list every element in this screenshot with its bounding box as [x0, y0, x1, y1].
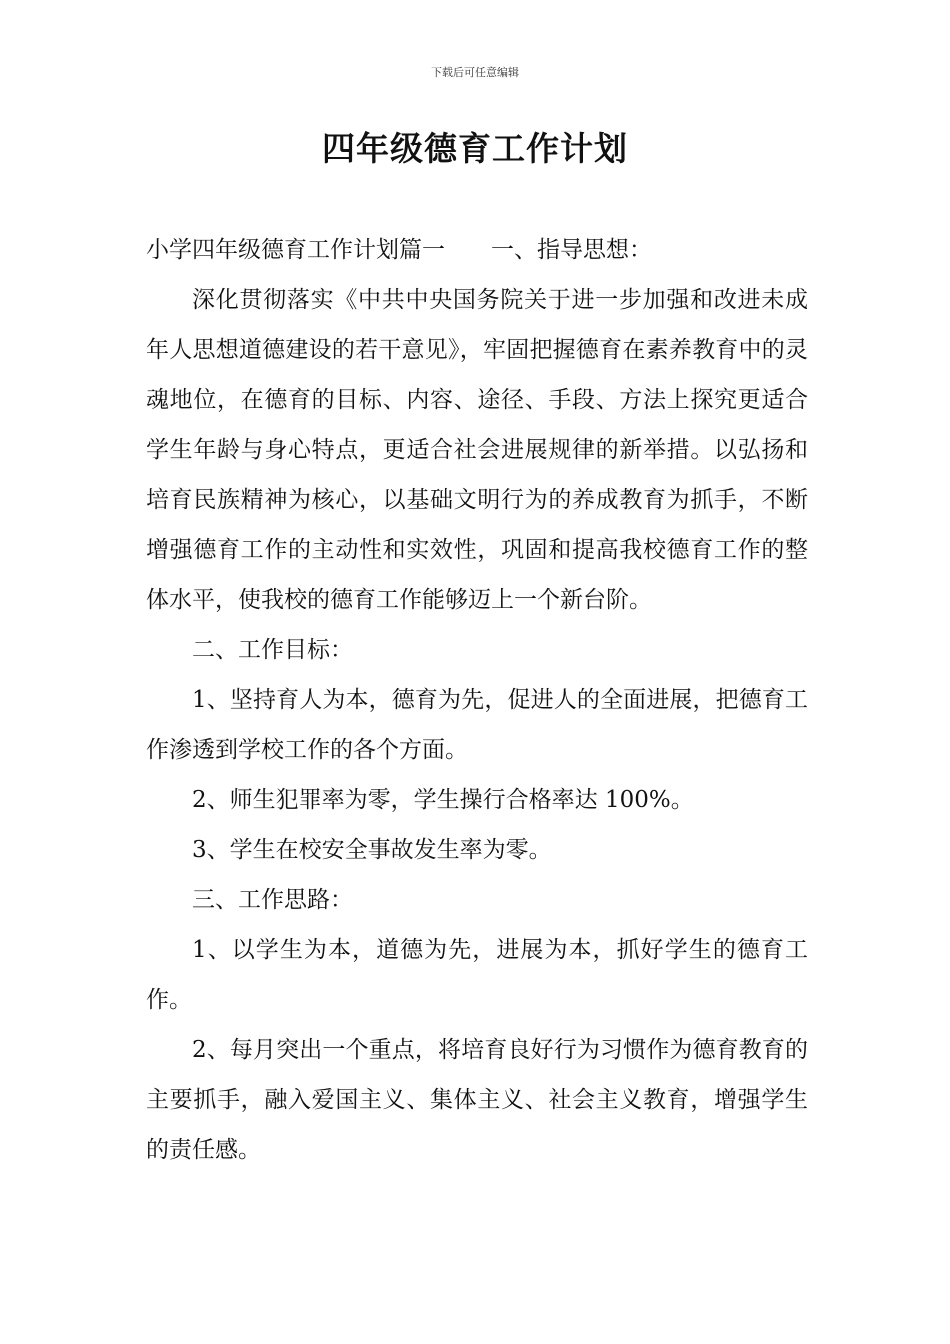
section-heading-guiding-thought: 一、指导思想： — [491, 237, 652, 263]
article-subtitle: 小学四年级德育工作计划篇一 — [146, 237, 445, 263]
goal-item-1: 1、坚持育人为本，德育为先，促进人的全面进展，把德育工作渗透到学校工作的各个方面。 — [146, 687, 808, 763]
section-heading-ideas: 三、工作思路： — [192, 887, 353, 913]
goal-item-2: 2、师生犯罪率为零，学生操行合格率达 100%。 — [192, 787, 694, 813]
section-heading-goals: 二、工作目标： — [192, 637, 353, 663]
idea-item-2: 2、每月突出一个重点，将培育良好行为习惯作为德育教育的主要抓手，融入爱国主义、集体主义、社会主义教育，增强学生的责任感。 — [146, 1037, 808, 1163]
document-body — [146, 225, 808, 1175]
header-note: 下载后可任意编辑 — [431, 66, 519, 79]
subtitle-line — [146, 225, 808, 275]
idea-item-1: 1、以学生为本，道德为先，进展为本，抓好学生的德育工作。 — [146, 937, 808, 1013]
paragraph-guiding-thought: 深化贯彻落实《中共中央国务院关于进一步加强和改进未成年人思想道德建设的若干意见》，牢固把握德育在素养教育中的灵魂地位，在德育的目标、内容、途径、手段、方法上探究更适合学生年龄与身心特点，更适合社会进展规律的新举措。以弘扬和培育民族精神为核心，以基础文明行为的养成教育为抓手，不断增强德育工作的主动性和实效性，巩固和提高我校德育工作的整体水平，使我校的德育工作能够迈上一个新台阶。 — [146, 287, 808, 613]
goal-item-3: 3、学生在校安全事故发生率为零。 — [192, 837, 552, 863]
document-title: 四年级德育工作计划 — [322, 129, 628, 168]
